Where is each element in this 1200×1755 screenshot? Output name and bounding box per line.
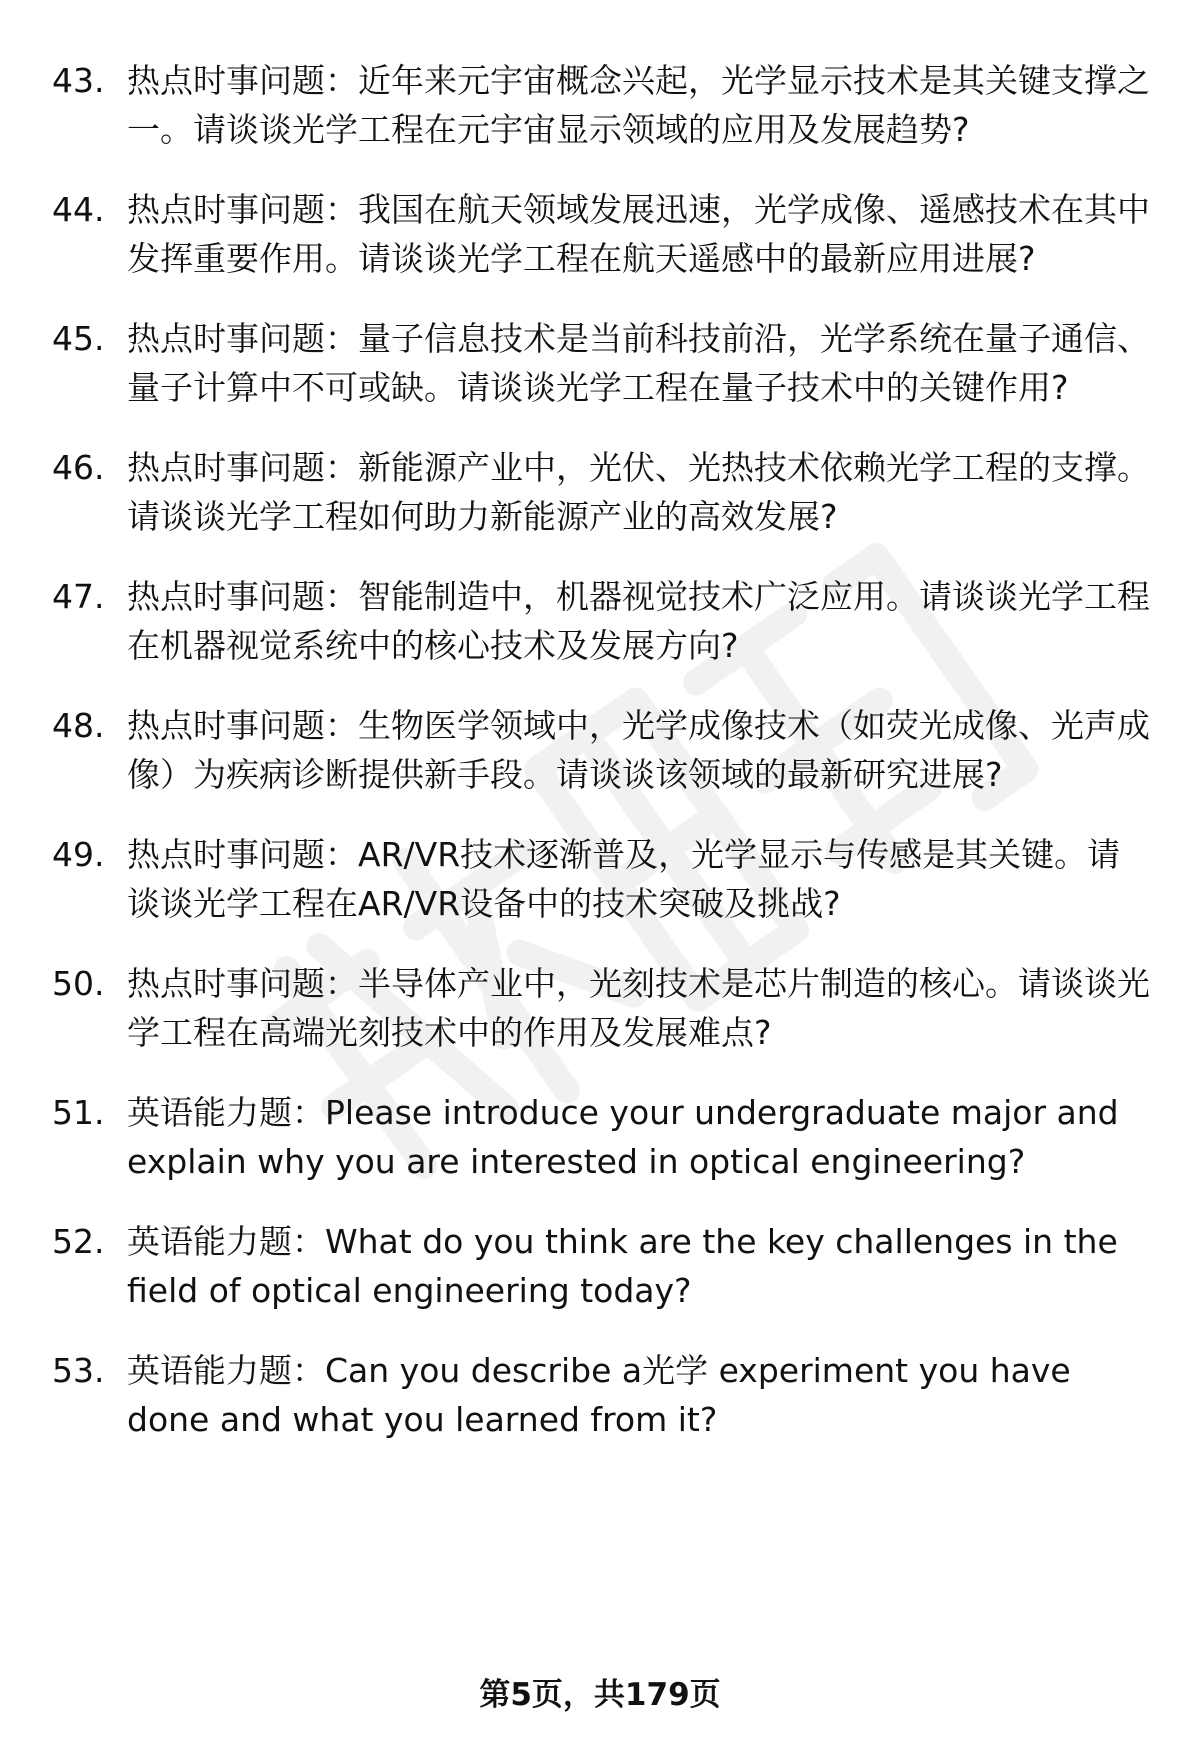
question-item [52,1346,1152,1444]
question-text: 英语能力题：Please introduce your undergraduate major and explain why you are interested in optical engineering? [127,1093,1119,1181]
page-footer: 第5页，共179页 [479,1677,721,1713]
question-item [52,443,1152,541]
question-number: 43. [52,61,105,100]
question-text: 热点时事问题：我国在航天领域发展迅速，光学成像、遥感技术在其中发挥重要作用。请谈谈光学工程在航天遥感中的最新应用进展? [127,190,1150,278]
question-number: 51. [52,1093,105,1132]
question-list [52,56,1152,1475]
question-number: 49. [52,835,105,874]
question-number: 50. [52,964,105,1003]
question-item [52,572,1152,670]
question-text: 热点时事问题：AR/VR技术逐渐普及，光学显示与传感是其关键。请谈谈光学工程在AR/VR设备中的技术突破及挑战? [127,835,1121,923]
question-text: 热点时事问题：智能制造中，机器视觉技术广泛应用。请谈谈光学工程在机器视觉系统中的核心技术及发展方向? [127,577,1150,665]
question-item [52,185,1152,283]
question-text: 热点时事问题：新能源产业中，光伏、光热技术依赖光学工程的支撑。请谈谈光学工程如何助力新能源产业的高效发展? [127,448,1150,536]
question-number: 44. [52,190,105,229]
question-number: 53. [52,1351,105,1390]
question-item [52,701,1152,799]
question-text: 英语能力题：Can you describe a光学 experiment you have done and what you learned from it? [127,1351,1071,1439]
question-item [52,1088,1152,1186]
question-item [52,830,1152,928]
question-text: 英语能力题：What do you think are the key challenges in the field of optical engineering today? [127,1222,1118,1310]
question-item [52,1217,1152,1315]
question-text: 热点时事问题：生物医学领域中，光学成像技术（如荧光成像、光声成像）为疾病诊断提供新手段。请谈谈该领域的最新研究进展? [127,706,1150,794]
question-item [52,314,1152,412]
question-item [52,959,1152,1057]
question-text: 热点时事问题：量子信息技术是当前科技前沿，光学系统在量子通信、量子计算中不可或缺。请谈谈光学工程在量子技术中的关键作用? [127,319,1150,407]
question-number: 45. [52,319,105,358]
question-text: 热点时事问题：半导体产业中，光刻技术是芯片制造的核心。请谈谈光学工程在高端光刻技术中的作用及发展难点? [127,964,1150,1052]
question-text: 热点时事问题：近年来元宇宙概念兴起，光学显示技术是其关键支撑之一。请谈谈光学工程在元宇宙显示领域的应用及发展趋势? [127,61,1150,149]
question-number: 52. [52,1222,105,1261]
question-number: 46. [52,448,105,487]
question-item [52,56,1152,154]
question-number: 47. [52,577,105,616]
question-number: 48. [52,706,105,745]
